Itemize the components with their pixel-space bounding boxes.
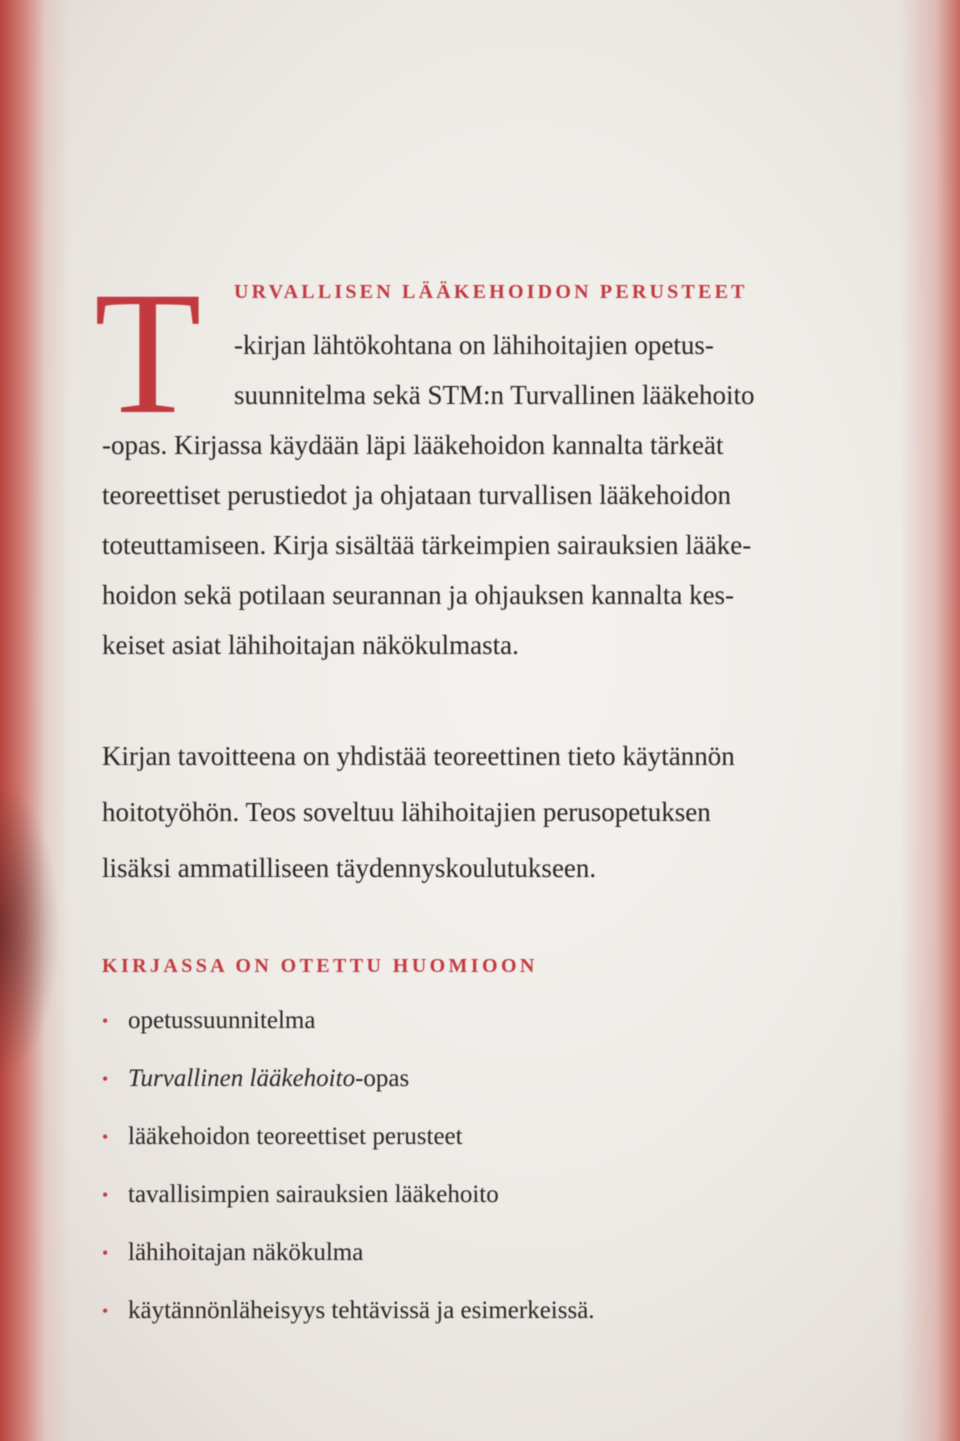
second-paragraph (102, 728, 872, 896)
paragraph-line: lisäksi ammatilliseen täydennyskoulutukseen. (102, 853, 597, 883)
bullet-icon: • (102, 1301, 109, 1321)
list-item (102, 1108, 872, 1166)
intro-line: toteuttamiseen. Kirja sisältää tärkeimpien sairauksien lääke- (102, 530, 752, 560)
list-item-text: tavallisimpien sairauksien lääkehoito (128, 1181, 499, 1208)
drop-cap: T (94, 256, 202, 451)
paragraph-line: hoitotyöhön. Teos soveltuu lähihoitajien perusopetuksen (102, 797, 711, 827)
intro-line: teoreettiset perustiedot ja ohjataan turvallisen lääkehoidon (102, 480, 732, 510)
list-item-text: opetussuunnitelma (128, 1007, 316, 1034)
finger-shadow (0, 780, 60, 1080)
list-item-text: -opas (355, 1065, 410, 1092)
list-item (102, 1050, 872, 1108)
red-cover-edge-right (900, 0, 960, 1441)
intro-line: hoidon sekä potilaan seurannan ja ohjauksen kannalta kes- (102, 580, 735, 610)
list-item-italic-text: Turvallinen lääkehoito (128, 1065, 356, 1092)
list-item (102, 992, 872, 1050)
bullet-icon: • (102, 1127, 109, 1147)
intro-line: suunnitelma sekä STM:n Turvallinen lääkehoito (234, 380, 755, 410)
list-item-text: lääkehoidon teoreettiset perusteet (128, 1123, 463, 1150)
bullet-list (102, 992, 872, 1340)
bullet-icon: • (102, 1011, 109, 1031)
list-item-text: lähihoitajan näkökulma (128, 1239, 364, 1266)
section-heading: KIRJASSA ON OTETTU HUOMIOON (102, 955, 538, 977)
intro-line: -opas. Kirjassa käydään läpi lääkehoidon kannalta tärkeät (102, 430, 724, 460)
cover-text (94, 256, 872, 1340)
list-item (102, 1224, 872, 1282)
bullet-icon: • (102, 1185, 109, 1205)
red-cover-edge-left (0, 0, 70, 1441)
intro-line: -kirjan lähtökohtana on lähihoitajien opetus- (234, 330, 714, 360)
intro-paragraph (94, 256, 872, 670)
intro-line: keiset asiat lähihoitajan näkökulmasta. (102, 630, 519, 660)
bullet-icon: • (102, 1069, 109, 1089)
list-item-text: käytännönläheisyys tehtävissä ja esimerkeissä. (128, 1297, 595, 1324)
list-item (102, 1166, 872, 1224)
list-item (102, 1282, 872, 1340)
book-title-caps: URVALLISEN LÄÄKEHOIDON PERUSTEET (234, 281, 748, 303)
paragraph-line: Kirjan tavoitteena on yhdistää teoreettinen tieto käytännön (102, 741, 735, 771)
bullet-icon: • (102, 1243, 109, 1263)
